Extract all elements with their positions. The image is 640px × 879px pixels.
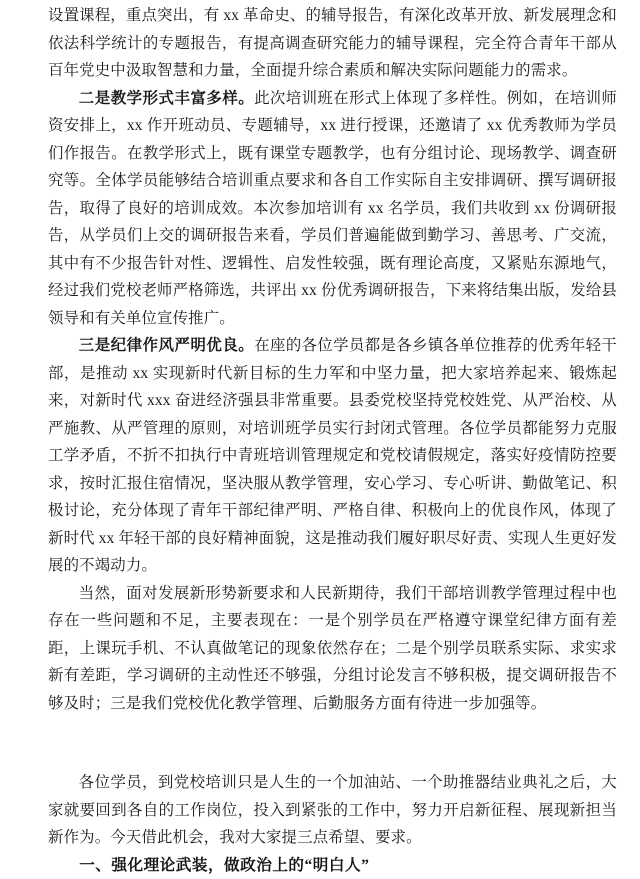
paragraph-closing-hopes: 各位学员，到党校培训只是人生的一个加油站、一个助推器结业典礼之后，大家就要回到各自的工作岗位，投入到紧张的工作中，努力开启新征程、展现新担当新作为。今天借此机会，我对大家提三点希望、要求。 <box>48 769 617 852</box>
bottom-partial-line-text <box>48 635 617 640</box>
paragraph-point-three-lead: 三是纪律作风严明优良。 <box>79 337 254 354</box>
document-body <box>48 2 617 879</box>
paragraph-point-two <box>48 85 617 333</box>
paragraph-point-two-text: 此次培训班在形式上体现了多样性。例如，在培训师资安排上，xx 作开班动员、专题辅导，xx 进行授课，还邀请了 xx 优秀教师为学员们作报告。在教学形式上，既有课堂专题教学，也有分组讨论、现场教学、调查研究等。全体学员能够结合培训重点要求和各自工作实际自主安排调研、撰写调研报告，取得了良好的培训成效。本次参加培训有 xx 名学员，我们共收到 xx 份调研报告，从学员们上交的调研报告来看，学员们普遍能做到勤学习、善思考、广交流，其中有不少报告针对性、逻辑性、启发性较强，既有理论高度，又紧贴东源地气，经过我们党校老师严格筛选，共评出 xx 份优秀调研报告，下来将结集出版，发给县领导和有关单位宣传推广。 <box>48 90 617 327</box>
paragraph-point-three <box>48 332 617 580</box>
paragraph-point-three-text: 在座的各位学员都是各乡镇各单位推荐的优秀年轻干部，是推动 xx 实现新时代新目标的生力军和中坚力量，把大家培养起来、锻炼起来，对新时代 xxx 奋进经济强县非常重要。县委党校坚持党校姓党、从严治校、从严施教、从严管理的原则，对培训班学员实行封闭式管理。各位学员都能努力克服工学矛盾，不折不扣执行中青班培训管理规定和党校请假规定，落实好疫情防控要求，按时汇报住宿情况，坚决服从教学管理，安心学习、专心听讲、勤做笔记、积极讨论，充分体现了青年干部纪律严明、严格自律、积极向上的优良作风，体现了新时代 xx 年轻干部的良好精神面貌，这是推动我们履好职尽好责、实现人生更好发展的不竭动力。 <box>48 337 617 574</box>
heading-section-one: 一、强化理论武装，做政治上的“明白人” <box>48 852 617 879</box>
paragraph-problems: 当然，面对发展新形势新要求和人民新期待，我们干部培训教学管理过程中也存在一些问题和不足，主要表现在：一是个别学员在严格遵守课堂纪律方面有差距，上课玩手机、不认真做笔记的现象依然存在；二是个别学员联系实际、求实求新有差距，学习调研的主动性还不够强，分组讨论发言不够积极，提交调研报告不够及时；三是我们党校优化教学管理、后勤服务方面有待进一步加强等。 <box>48 580 617 718</box>
paragraph-continuation: 设置课程，重点突出，有 xx 革命史、的辅导报告，有深化改革开放、新发展理念和依法科学统计的专题报告，有提高调查研究能力的辅导课程，完全符合青年干部从百年党史中汲取智慧和力量，全面提升综合素质和解决实际问题能力的需求。 <box>48 2 617 85</box>
paragraph-point-two-lead: 二是教学形式丰富多样。 <box>79 90 254 107</box>
paragraph-spacer <box>48 717 617 769</box>
bottom-partial-line <box>48 635 617 640</box>
